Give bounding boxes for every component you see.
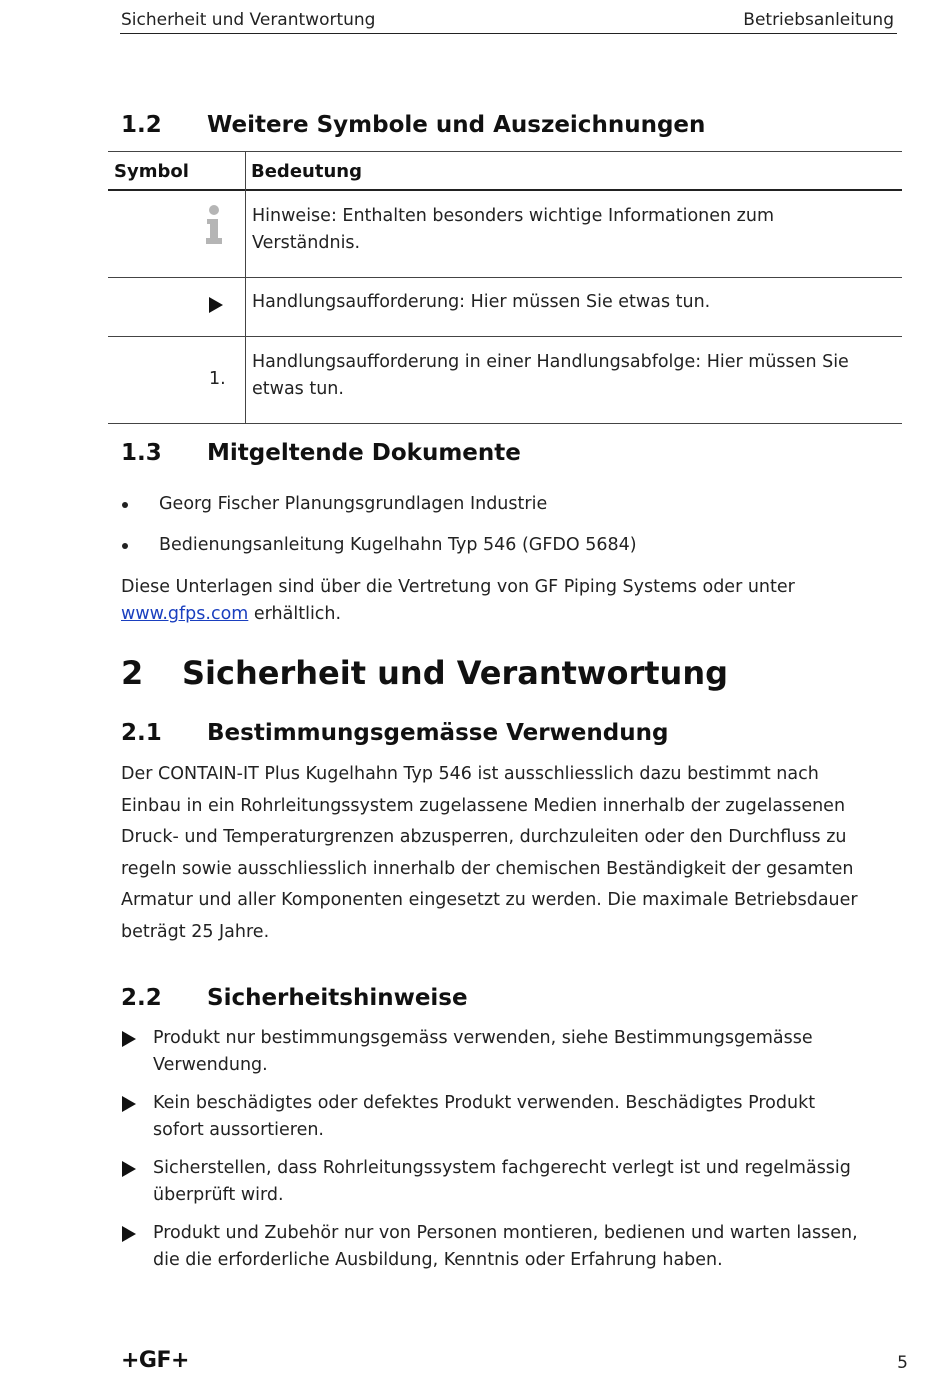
chapter-number: 2	[121, 654, 144, 692]
paragraph-line: Armatur und aller Komponenten eingesetzt zu werden. Die maximale Betriebsdauer	[121, 890, 858, 911]
section-heading-2-1	[121, 720, 821, 750]
section-title: Mitgeltende Dokumente	[207, 440, 521, 466]
bullet-icon	[122, 502, 128, 508]
table-cell-meaning	[252, 349, 897, 403]
arrow-right-icon	[122, 1096, 136, 1112]
header-divider	[120, 33, 897, 34]
bullet-icon	[122, 543, 128, 549]
arrow-right-icon	[122, 1031, 136, 1047]
chapter-heading-2	[121, 654, 821, 694]
table-header-symbol: Symbol	[114, 161, 189, 182]
page-number: 5	[897, 1353, 908, 1373]
note-line	[121, 601, 901, 628]
instruction-line: Produkt und Zubehör nur von Personen montieren, bedienen und warten lassen,	[153, 1223, 858, 1243]
section-number: 2.1	[121, 720, 162, 746]
section-number: 1.2	[121, 112, 162, 138]
note-text: erhältlich.	[248, 604, 342, 624]
running-header-left: Sicherheit und Verantwortung	[121, 10, 376, 30]
step-number-symbol: 1.	[209, 369, 226, 389]
table-header-border	[108, 189, 902, 191]
running-header-right: Betriebsanleitung	[743, 10, 894, 30]
table-top-border	[108, 151, 902, 152]
list-item: Georg Fischer Planungsgrundlagen Industrie	[159, 494, 548, 514]
arrow-right-icon	[122, 1226, 136, 1242]
table-row-divider	[108, 277, 902, 278]
instruction-line: die die erforderliche Ausbildung, Kenntnis oder Erfahrung haben.	[153, 1250, 723, 1270]
info-icon	[202, 204, 226, 244]
section-title: Sicherheitshinweise	[207, 985, 468, 1011]
safety-instruction	[153, 1090, 898, 1144]
table-cell-meaning	[252, 203, 892, 257]
section-heading-1-2	[121, 112, 821, 142]
paragraph-line: Druck- und Temperaturgrenzen abzusperren, durchzuleiten oder den Durchfluss zu	[121, 827, 847, 848]
cell-line: etwas tun.	[252, 379, 344, 399]
instruction-line: Kein beschädigtes oder defektes Produkt verwenden. Beschädigtes Produkt	[153, 1093, 816, 1113]
safety-instruction	[153, 1220, 898, 1274]
paragraph-line: beträgt 25 Jahre.	[121, 921, 270, 942]
cell-line: Handlungsaufforderung in einer Handlungsabfolge: Hier müssen Sie	[252, 352, 849, 372]
safety-instruction	[153, 1155, 898, 1209]
gfps-link[interactable]: www.gfps.com	[121, 604, 249, 624]
cell-line: Hinweise: Enthalten besonders wichtige Informationen zum	[252, 206, 775, 226]
paragraph-line: Der CONTAIN-IT Plus Kugelhahn Typ 546 ist ausschliesslich dazu bestimmt nach	[121, 764, 819, 784]
cell-line: Verständnis.	[252, 233, 361, 253]
table-bottom-border	[108, 423, 902, 424]
section-heading-2-2	[121, 985, 821, 1015]
arrow-right-icon	[209, 297, 223, 313]
instruction-line: Sicherstellen, dass Rohrleitungssystem fachgerecht verlegt ist und regelmässig	[153, 1158, 851, 1178]
section-heading-1-3	[121, 440, 821, 470]
section-title: Weitere Symbole und Auszeichnungen	[207, 112, 706, 138]
table-column-divider	[245, 151, 246, 423]
section-number: 1.3	[121, 440, 162, 466]
documents-note	[121, 574, 901, 628]
paragraph-line: regeln sowie ausschliesslich innerhalb der chemischen Beständigkeit der gesamten	[121, 858, 854, 879]
gf-logo: +GF+	[121, 1348, 189, 1373]
table-header-meaning: Bedeutung	[251, 161, 362, 182]
instruction-line: überprüft wird.	[153, 1185, 284, 1205]
note-line: Diese Unterlagen sind über die Vertretung von GF Piping Systems oder unter	[121, 577, 795, 597]
list-item: Bedienungsanleitung Kugelhahn Typ 546 (GFDO 5684)	[159, 535, 637, 555]
instruction-line: Verwendung.	[153, 1055, 268, 1075]
section-title: Bestimmungsgemässe Verwendung	[207, 720, 669, 746]
intended-use-paragraph	[121, 759, 911, 949]
paragraph-line: Einbau in ein Rohrleitungssystem zugelassene Medien innerhalb der zugelassenen	[121, 795, 846, 816]
chapter-title: Sicherheit und Verantwortung	[182, 654, 729, 692]
table-row-divider	[108, 336, 902, 337]
arrow-right-icon	[122, 1161, 136, 1177]
section-number: 2.2	[121, 985, 162, 1011]
instruction-line: Produkt nur bestimmungsgemäss verwenden, siehe Bestimmungsgemässe	[153, 1028, 813, 1048]
instruction-line: sofort aussortieren.	[153, 1120, 324, 1140]
safety-instruction	[153, 1025, 898, 1079]
table-cell-meaning: Handlungsaufforderung: Hier müssen Sie etwas tun.	[252, 292, 711, 312]
